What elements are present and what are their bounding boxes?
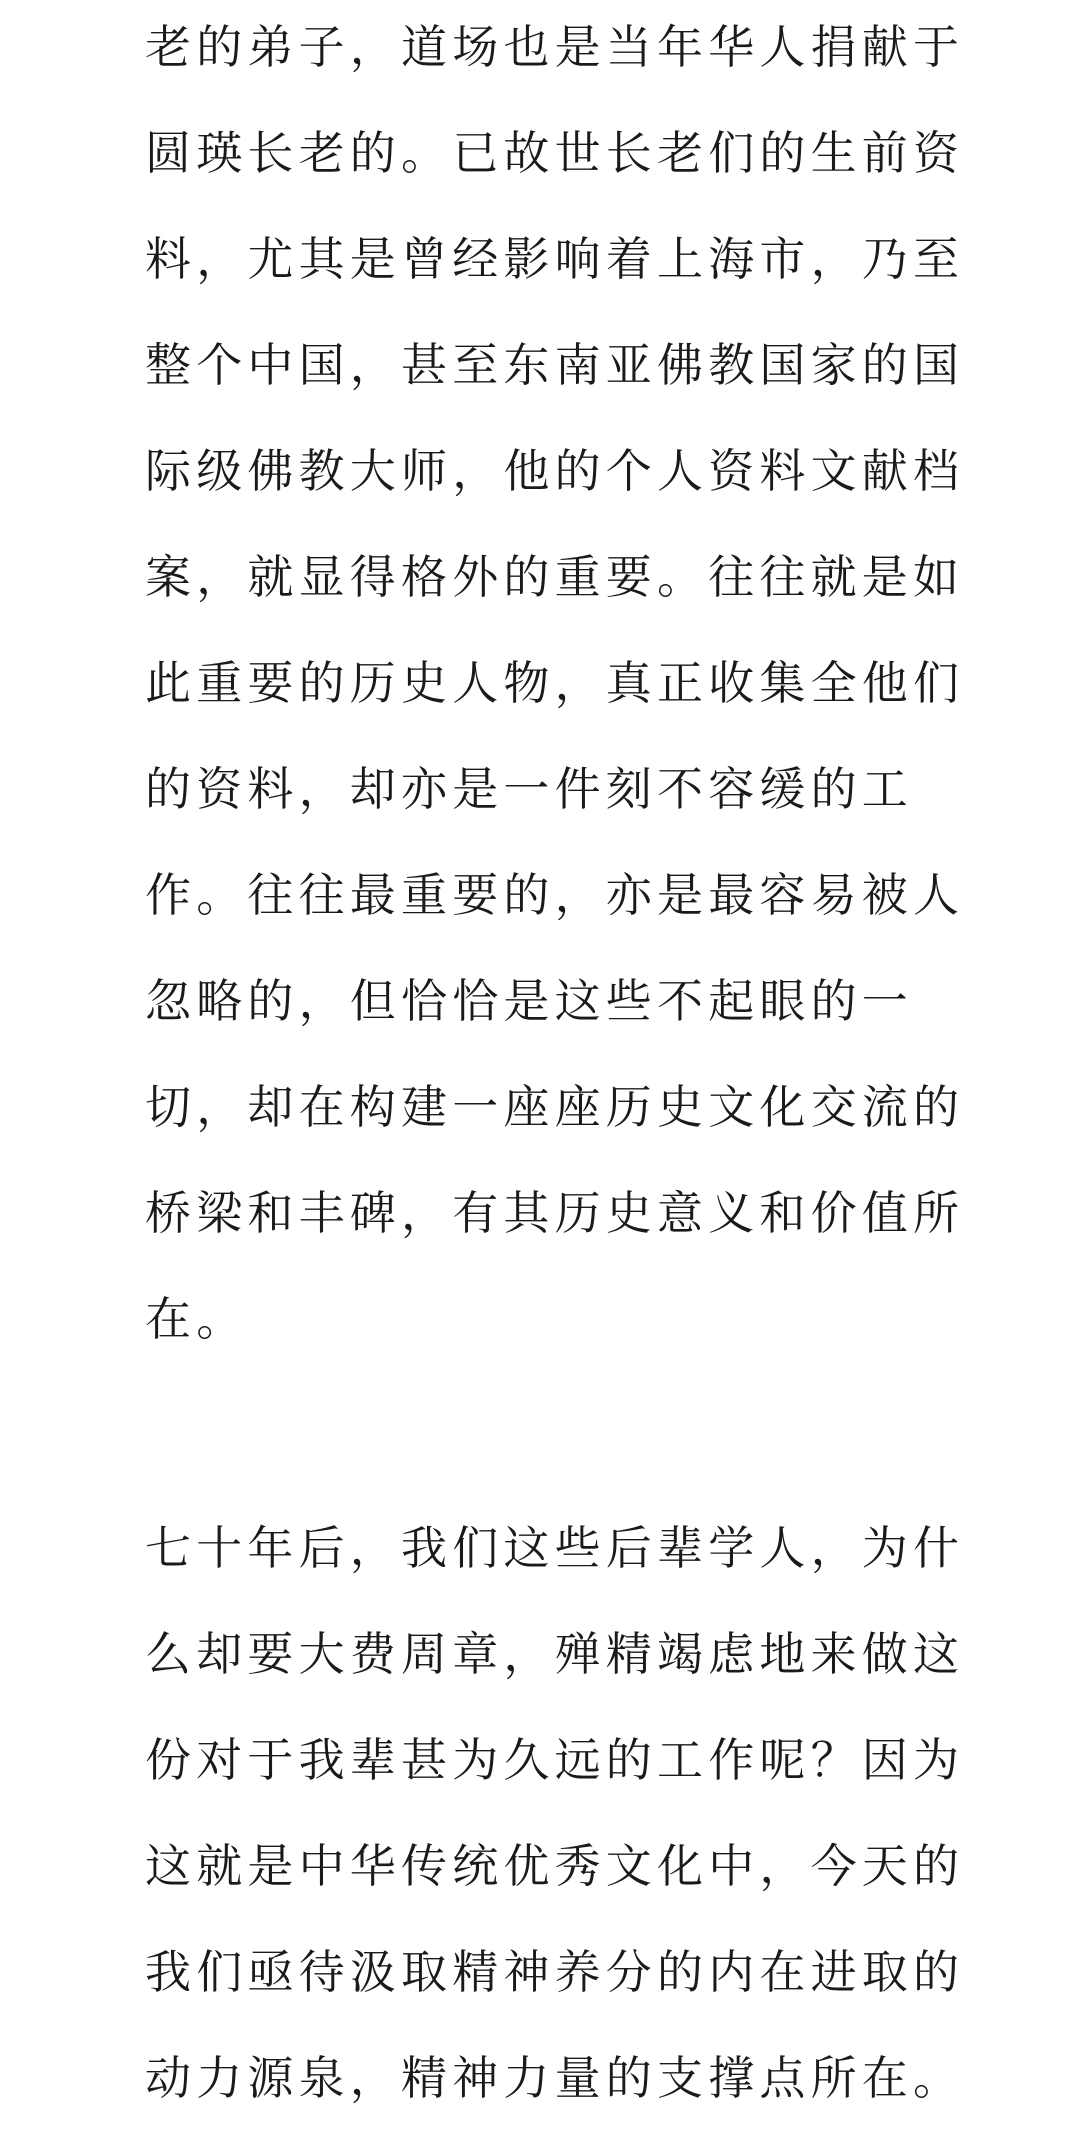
text-line: 忽略的，但恰恰是这些不起眼的一 [145,974,913,1028]
text-line: 此重要的历史人物，真正收集全他们 [145,656,965,710]
text-line: 我们亟待汲取精神养分的内在进取的 [145,1945,965,1999]
paragraph-2 [145,1495,964,2131]
text-line: 这就是中华传统优秀文化中，今天的 [145,1839,965,1893]
text-line: 桥梁和丰碑，有其历史意义和价值所 [145,1186,965,1240]
text-line: 作。往往最重要的，亦是最容易被人 [145,868,965,922]
text-line: 么却要大费周章，殚精竭虑地来做这 [145,1627,965,1681]
text-line: 份对于我辈甚为久远的工作呢？因为 [145,1733,965,1787]
text-line: 案，就显得格外的重要。往往就是如 [145,550,965,604]
text-line: 际级佛教大师，他的个人资料文献档 [145,444,965,498]
text-line: 的资料，却亦是一件刻不容缓的工 [145,762,913,816]
text-line: 整个中国，甚至东南亚佛教国家的国 [145,338,965,392]
text-line: 七十年后，我们这些后辈学人，为什 [145,1521,965,1575]
text-line: 切，却在构建一座座历史文化交流的 [145,1080,965,1134]
text-line: 在。 [145,1292,248,1346]
text-line: 动力源泉，精神力量的支撑点所在。 [145,2051,965,2105]
paragraph-1 [145,0,964,1372]
text-line: 料，尤其是曾经影响着上海市，乃至 [145,232,965,286]
text-line: 圆瑛长老的。已故世长老们的生前资 [145,126,965,180]
text-line: 老的弟子，道场也是当年华人捐献于 [145,20,965,74]
